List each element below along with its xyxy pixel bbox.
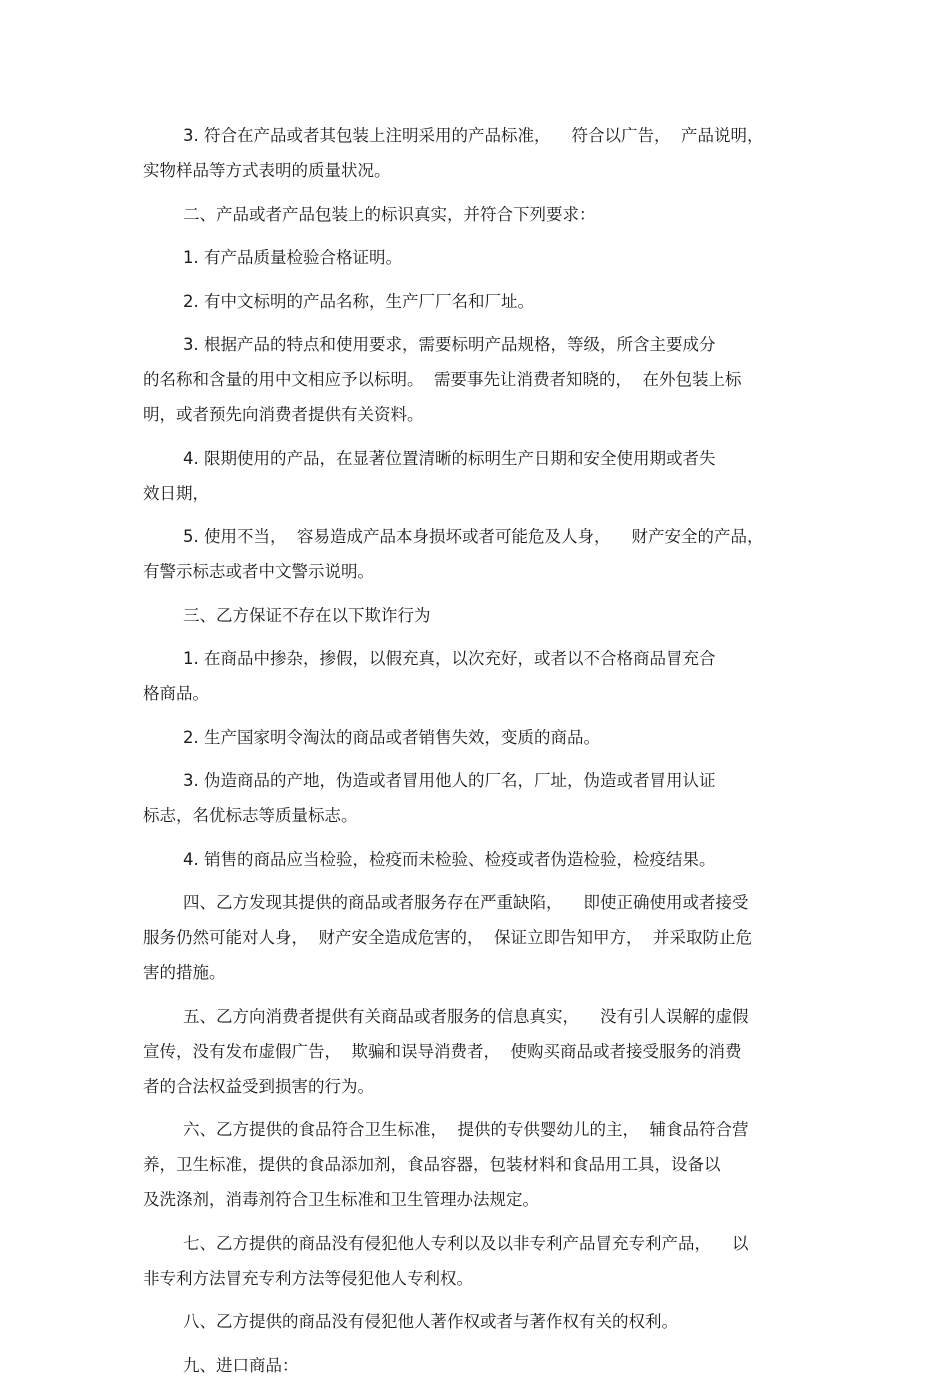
paragraph-line: 有警示标志或者中文警示说明。 xyxy=(143,562,374,581)
paragraph-line: 二、产品或者产品包装上的标识真实，并符合下列要求： xyxy=(183,204,596,224)
paragraph xyxy=(143,441,808,511)
paragraph-line: 实物样品等方式表明的质量状况。 xyxy=(143,161,391,180)
paragraph-line: 害的措施。 xyxy=(143,963,226,982)
paragraph-line: 3. 伪造商品的产地，伪造或者冒用他人的厂名，厂址，伪造或者冒用认证 xyxy=(183,771,716,790)
paragraph-line: 格商品。 xyxy=(143,684,209,703)
paragraph xyxy=(143,598,808,633)
paragraph-line: 2. 生产国家明令淘汰的商品或者销售失效，变质的商品。 xyxy=(183,727,600,747)
paragraph xyxy=(143,885,808,990)
paragraph-line: 九、进口商品： xyxy=(183,1355,299,1375)
paragraph xyxy=(143,284,808,319)
paragraph-line: 非专利方法冒充专利方法等侵犯他人专利权。 xyxy=(143,1268,473,1288)
paragraph-line: 标志，名优标志等质量标志。 xyxy=(143,806,358,825)
paragraph xyxy=(143,1304,808,1339)
paragraph xyxy=(143,1348,808,1383)
paragraph xyxy=(143,641,808,711)
paragraph-line: 效日期， xyxy=(143,483,209,503)
paragraph-line: 者的合法权益受到损害的行为。 xyxy=(143,1076,374,1096)
paragraph xyxy=(143,999,808,1104)
paragraph-line: 五、乙方向消费者提供有关商品或者服务的信息真实， 没有引人误解的虚假 xyxy=(183,1006,749,1026)
paragraph xyxy=(143,240,808,275)
paragraph-line: 三、乙方保证不存在以下欺诈行为 xyxy=(183,605,431,625)
paragraph xyxy=(143,720,808,755)
paragraph-line: 宣传，没有发布虚假广告， 欺骗和误导消费者， 使购买商品或者接受服务的消费 xyxy=(143,1041,742,1061)
paragraph-line: 明，或者预先向消费者提供有关资料。 xyxy=(143,405,424,424)
paragraph-line: 服务仍然可能对人身， 财产安全造成危害的， 保证立即告知甲方， 并采取防止危 xyxy=(143,928,752,947)
paragraph xyxy=(143,1112,808,1217)
paragraph-line: 八、乙方提供的商品没有侵犯他人著作权或者与著作权有关的权利。 xyxy=(183,1312,678,1331)
paragraph xyxy=(143,763,808,833)
paragraph-line: 1. 在商品中掺杂，掺假，以假充真，以次充好，或者以不合格商品冒充合 xyxy=(183,649,716,668)
paragraph xyxy=(143,842,808,877)
paragraph-line: 养，卫生标准，提供的食品添加剂，食品容器，包装材料和食品用工具，设备以 xyxy=(143,1155,721,1174)
paragraph-line: 1. 有产品质量检验合格证明。 xyxy=(183,248,402,267)
paragraph xyxy=(143,197,808,232)
paragraph-line: 3. 符合在产品或者其包装上注明采用的产品标准， 符合以广告， 产品说明， xyxy=(183,126,764,145)
paragraph-line: 4. 限期使用的产品，在显著位置清晰的标明生产日期和安全使用期或者失 xyxy=(183,448,716,468)
paragraph-line: 七、乙方提供的商品没有侵犯他人专利以及以非专利产品冒充专利产品， 以 xyxy=(183,1233,749,1253)
paragraph-line: 4. 销售的商品应当检验，检疫而未检验、检疫或者伪造检验，检疫结果。 xyxy=(183,849,716,869)
paragraph-line: 六、乙方提供的食品符合卫生标准， 提供的专供婴幼儿的主， 辅食品符合营 xyxy=(183,1120,749,1139)
paragraph-line: 四、乙方发现其提供的商品或者服务存在严重缺陷， 即使正确使用或者接受 xyxy=(183,893,749,912)
paragraph-line: 3. 根据产品的特点和使用要求，需要标明产品规格，等级，所含主要成分 xyxy=(183,335,716,354)
paragraph-line: 5. 使用不当， 容易造成产品本身损坏或者可能危及人身， 财产安全的产品， xyxy=(183,527,764,546)
paragraph xyxy=(143,519,808,589)
paragraph xyxy=(143,327,808,432)
paragraph xyxy=(143,118,808,188)
document-body xyxy=(143,118,808,1391)
paragraph-line: 及洗涤剂，消毒剂符合卫生标准和卫生管理办法规定。 xyxy=(143,1190,539,1209)
paragraph-line: 2. 有中文标明的产品名称，生产厂厂名和厂址。 xyxy=(183,291,534,311)
paragraph xyxy=(143,1226,808,1296)
paragraph-line: 的名称和含量的用中文相应予以标明。 需要事先让消费者知晓的， 在外包装上标 xyxy=(143,370,742,389)
